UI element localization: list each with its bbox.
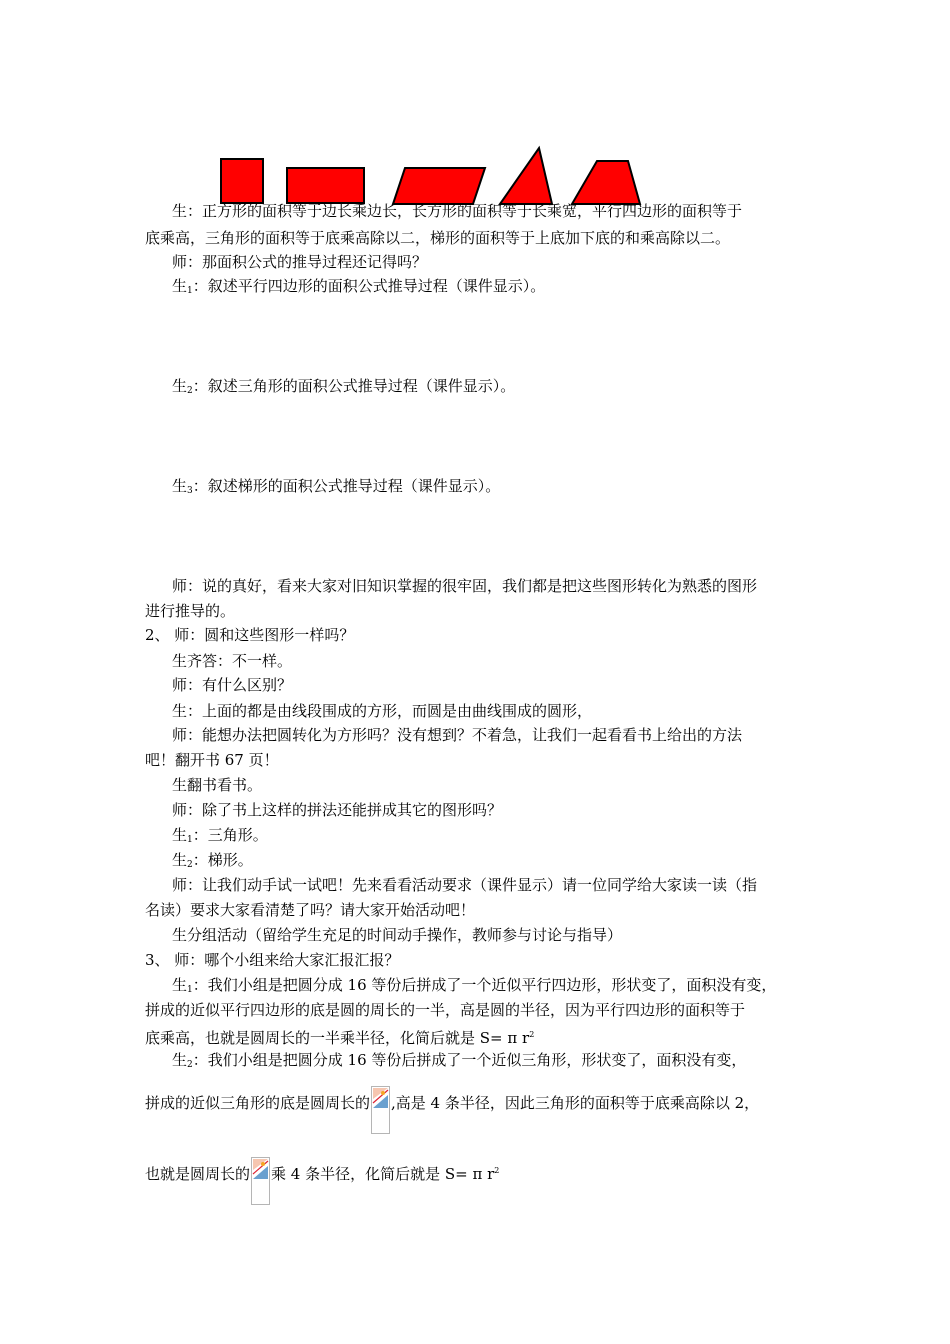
text-line: 生齐答：不一样。 [172, 652, 293, 670]
exponent: 2 [494, 1166, 500, 1175]
speaker-subscript: 3 [187, 486, 193, 496]
speaker-subscript: 1 [187, 985, 193, 995]
text-line: 生$_1$：叙述平行四边形的面积公式推导过程（课件显示）。 [172, 277, 546, 296]
line-text: 梯形。 [207, 851, 253, 869]
text-line: 师：那面积公式的推导过程还记得吗？ [172, 253, 428, 271]
text-line: 拼成的近似平行四边形的底是圆的周长的一半，高是圆的半径，因为平行四边形的面积等于 [145, 1001, 746, 1019]
square-shape [221, 159, 263, 203]
speaker-label: 生 [172, 277, 188, 295]
speaker-label: 生 [172, 477, 188, 495]
text-line: 生：正方形的面积等于边长乘边长，长方形的面积等于长乘宽，平行四边形的面积等于 [172, 202, 743, 220]
speaker-subscript: 1 [187, 286, 193, 296]
broken-image-icon [371, 1086, 390, 1134]
speaker-subscript: 2 [187, 386, 193, 396]
shapes-row [0, 0, 950, 220]
text-line [145, 1025, 534, 1048]
line-text: 叙述梯形的面积公式推导过程（课件显示）。 [207, 477, 501, 495]
text-line: 生翻书看书。 [172, 776, 263, 794]
speaker-subscript: 2 [187, 1060, 193, 1070]
text-line: 生$_2$：叙述三角形的面积公式推导过程（课件显示）。 [172, 377, 516, 396]
rectangle-shape [287, 168, 364, 203]
broken-image-icon [251, 1157, 270, 1205]
line-text: 拼成的近似三角形的底是圆周长的 [145, 1094, 371, 1112]
line-text: 也就是圆周长的 [145, 1165, 251, 1183]
speaker-label: 生 [172, 826, 188, 844]
text-line: 生：上面的都是由线段围成的方形，而圆是由曲线围成的圆形， [172, 702, 593, 720]
speaker-label: 生 [172, 377, 188, 395]
speaker-label: 生 [172, 851, 188, 869]
text-line: 师：说的真好，看来大家对旧知识掌握的很牢固，我们都是把这些图形转化为熟悉的图形 [172, 577, 758, 595]
text-line: 2、 师：圆和这些图形一样吗？ [145, 626, 355, 644]
text-line: 进行推导的。 [145, 602, 236, 620]
text-line: 生分组活动（留给学生充足的时间动手操作，教师参与讨论与指导） [172, 926, 623, 944]
text-line: 师：除了书上这样的拼法还能拼成其它的图形吗？ [172, 801, 503, 819]
line-text: 三角形。 [207, 826, 268, 844]
text-line [145, 1157, 499, 1205]
text-line: 3、 师：哪个小组来给大家汇报汇报？ [145, 951, 400, 969]
triangle-shape [500, 148, 552, 204]
line-text: 我们小组是把圆分成 16 等份后拼成了一个近似三角形，形状变了，面积没有变， [207, 1051, 747, 1069]
speaker-subscript: 2 [187, 860, 193, 870]
exponent: 2 [529, 1030, 535, 1039]
text-line: 吧！翻开书 67 页！ [145, 751, 279, 769]
text-line: 师：有什么区别？ [172, 676, 293, 694]
line-text: ,高是 4 条半径，因此三角形的面积等于底乘高除以 2， [391, 1094, 760, 1112]
text-line: 师：能想办法把圆转化为方形吗？没有想到？不着急，让我们一起看看书上给出的方法 [172, 726, 743, 744]
speaker-subscript: 1 [187, 835, 193, 845]
text-line: 师：让我们动手试一试吧！先来看看活动要求（课件显示）请一位同学给大家读一读（指 [172, 876, 758, 894]
line-text: 底乘高，也就是圆周长的一半乘半径，化简后就是 S= π r [145, 1029, 530, 1047]
text-line: 生$_2$：我们小组是把圆分成 16 等份后拼成了一个近似三角形，形状变了，面积没有变， [172, 1051, 747, 1070]
line-text: 乘 4 条半径，化简后就是 S= π r [271, 1165, 495, 1183]
text-line: 生$_2$：梯形。 [172, 851, 253, 870]
text-line: 生$_3$：叙述梯形的面积公式推导过程（课件显示）。 [172, 477, 501, 496]
parallelogram-shape [393, 168, 485, 204]
speaker-label: 生 [172, 976, 188, 994]
speaker-label: 生 [172, 1051, 188, 1069]
text-line: 底乘高，三角形的面积等于底乘高除以二，梯形的面积等于上底加下底的和乘高除以二。 [145, 229, 731, 247]
line-text: 叙述平行四边形的面积公式推导过程（课件显示）。 [207, 277, 546, 295]
text-line: 生$_1$：我们小组是把圆分成 16 等份后拼成了一个近似平行四边形，形状变了，面积没有变， [172, 976, 777, 995]
line-text: 叙述三角形的面积公式推导过程（课件显示）。 [207, 377, 516, 395]
text-line: 生$_1$：三角形。 [172, 826, 268, 845]
text-line: 名读）要求大家看清楚了吗？请大家开始活动吧！ [145, 901, 476, 919]
text-line [145, 1086, 759, 1134]
trapezoid-shape [572, 161, 640, 204]
line-text: 我们小组是把圆分成 16 等份后拼成了一个近似平行四边形，形状变了，面积没有变， [207, 976, 777, 994]
